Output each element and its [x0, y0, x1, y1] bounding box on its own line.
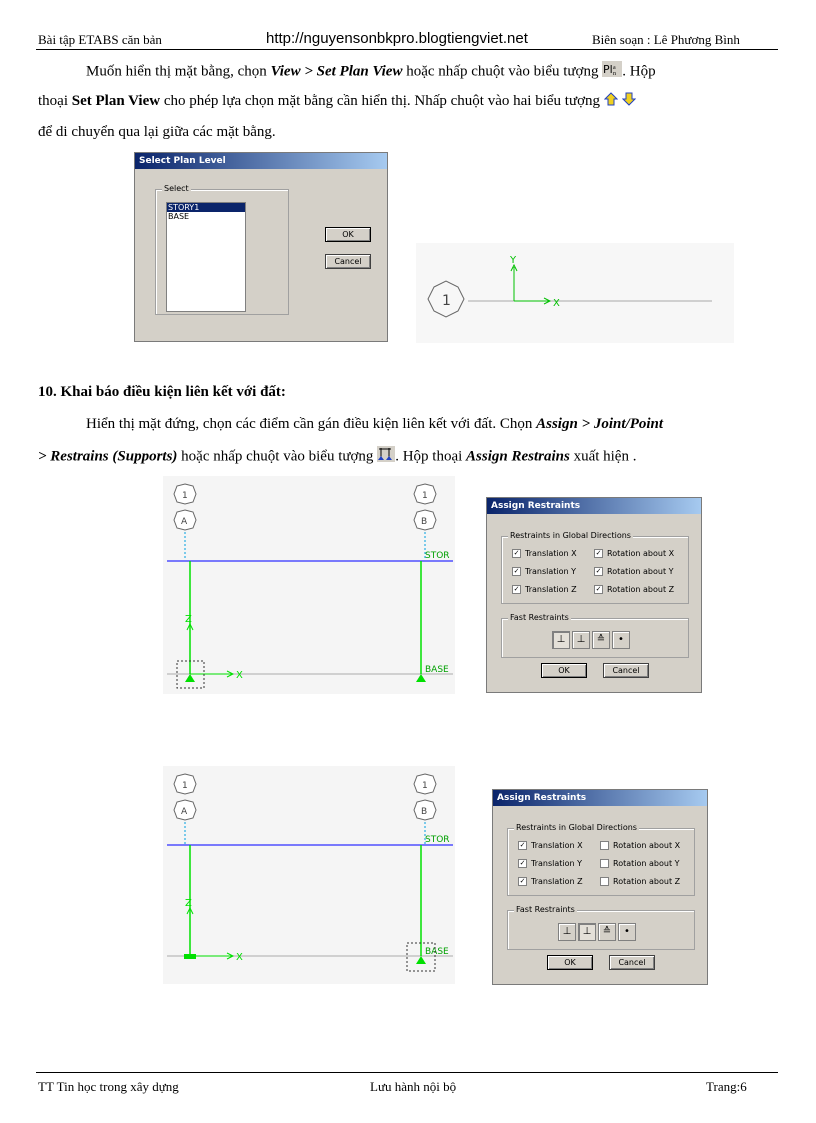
svg-text:Pl: Pl: [603, 63, 613, 76]
elevation-view-1: [163, 476, 455, 694]
para1-line2: [38, 91, 636, 112]
check-rotation-z[interactable]: [600, 877, 680, 886]
assign-restraints-dialog-2: [492, 789, 708, 985]
roller-support-icon[interactable]: ≙: [592, 631, 610, 649]
assign-restrains-bold: Assign Restrains: [466, 448, 570, 465]
grid-b-label: B: [421, 517, 428, 527]
rotation-x-label: Rotation about X: [613, 841, 681, 850]
menu-path-set-plan-view: View > Set Plan View: [270, 63, 403, 80]
checkbox-unchecked[interactable]: [600, 859, 609, 868]
pinned-support-icon[interactable]: ⊥: [572, 631, 590, 649]
footer-rule: [36, 1072, 778, 1073]
checkbox-checked[interactable]: ✓: [519, 859, 526, 867]
ok-button[interactable]: OK: [541, 663, 587, 678]
pinned-support-icon[interactable]: ⊥: [578, 923, 596, 941]
elevation-bg: [163, 766, 455, 984]
arrow-up-icon: [604, 92, 618, 112]
checkbox-checked[interactable]: ✓: [595, 567, 602, 575]
para1-line2-a: thoại: [38, 93, 72, 109]
grid-num-label-b: 1: [422, 491, 428, 501]
plan-view-bg: [416, 243, 734, 343]
axis-y-label: Y: [510, 255, 517, 266]
ok-button[interactable]: OK: [325, 227, 371, 242]
check-rotation-y[interactable]: [600, 859, 680, 868]
cancel-button[interactable]: Cancel: [325, 254, 371, 269]
fast-restraints-label: Fast Restraints: [510, 613, 569, 622]
arrow-down-icon: [622, 92, 636, 112]
grid-a-label: A: [181, 517, 188, 527]
story-label: STOR: [425, 551, 450, 561]
plan-view-icon: [602, 61, 622, 83]
translation-y-label: Translation Y: [531, 859, 583, 868]
restraints-group-label: Restraints in Global Directions: [516, 823, 637, 832]
fixed-support-icon[interactable]: ⊥: [558, 923, 576, 941]
checkbox-checked[interactable]: ✓: [519, 841, 526, 849]
checkbox-checked[interactable]: ✓: [513, 549, 520, 557]
checkbox-checked[interactable]: ✓: [513, 585, 520, 593]
check-translation-z[interactable]: [518, 877, 583, 886]
section-line1: [86, 414, 663, 434]
rotation-y-label: Rotation about Y: [607, 567, 674, 576]
elevation-bg: [163, 476, 455, 694]
rotation-z-label: Rotation about Z: [607, 585, 675, 594]
cancel-button[interactable]: Cancel: [609, 955, 655, 970]
para1-line1: [86, 61, 656, 83]
axis-z-label: Z: [185, 898, 192, 909]
list-item-story1[interactable]: STORY1: [167, 203, 245, 212]
assign-restraints-dialog-1: [486, 497, 702, 693]
grid-num-label-b: 1: [422, 781, 428, 791]
svg-text:n: n: [613, 71, 617, 77]
checkbox-unchecked[interactable]: [600, 877, 609, 886]
rotation-y-label: Rotation about Y: [613, 859, 680, 868]
grid-label-1: 1: [442, 293, 451, 309]
section-line2-b: . Hộp thoại: [395, 448, 467, 465]
check-rotation-x[interactable]: [594, 549, 674, 558]
select-plan-level-dialog: [134, 152, 388, 342]
axis-x-label: X: [553, 298, 560, 309]
translation-y-label: Translation Y: [525, 567, 577, 576]
section-line2-c: xuất hiện .: [569, 448, 637, 465]
story-label: STOR: [425, 835, 450, 845]
rotation-z-label: Rotation about Z: [613, 877, 681, 886]
footer-center: Lưu hành nội bộ: [370, 1079, 457, 1094]
check-translation-z[interactable]: [512, 585, 577, 594]
translation-x-label: Translation X: [531, 841, 583, 850]
section-line2: [38, 446, 636, 468]
base-label: BASE: [425, 665, 449, 675]
axis-x-label: X: [236, 952, 243, 963]
dialog-title: Assign Restraints: [493, 790, 707, 806]
elevation-view-2: [163, 766, 455, 984]
dialog-title: Select Plan Level: [135, 153, 387, 169]
cancel-button[interactable]: Cancel: [603, 663, 649, 678]
list-item-base[interactable]: BASE: [168, 212, 190, 221]
check-rotation-z[interactable]: [594, 585, 674, 594]
restraints-group-label: Restraints in Global Directions: [510, 531, 631, 540]
free-support-icon[interactable]: •: [618, 923, 636, 941]
footer-left: TT Tin học trong xây dựng: [38, 1079, 179, 1094]
roller-support-icon[interactable]: ≙: [598, 923, 616, 941]
restraints-icon: [377, 446, 395, 468]
grid-b-label: B: [421, 807, 428, 817]
para1-line3: để di chuyển qua lại giữa các mặt bằng.: [38, 124, 276, 140]
select-group: [155, 184, 289, 315]
grid-num-label: 1: [182, 781, 188, 791]
fast-restraints-group: [501, 613, 689, 658]
grid-a-label: A: [181, 807, 188, 817]
section-line1-a: Hiển thị mặt đứng, chọn các điểm cần gán điều kiện liên kết với đất. Chọn: [86, 416, 537, 432]
check-translation-x[interactable]: [518, 841, 583, 850]
checkbox-unchecked[interactable]: [600, 841, 609, 850]
fixed-support-left[interactable]: [184, 954, 196, 959]
ok-button[interactable]: OK: [547, 955, 593, 970]
axis-z-label: Z: [185, 614, 192, 625]
fast-restraints-label: Fast Restraints: [516, 905, 575, 914]
grid-num-label: 1: [182, 491, 188, 501]
checkbox-checked[interactable]: ✓: [519, 877, 526, 885]
check-rotation-y[interactable]: [594, 567, 674, 576]
checkbox-checked[interactable]: ✓: [595, 549, 602, 557]
fixed-support-icon[interactable]: ⊥: [552, 631, 570, 649]
check-translation-y[interactable]: [518, 859, 582, 868]
translation-z-label: Translation Z: [525, 585, 577, 594]
header-rule: [36, 49, 778, 50]
para1-text: Muốn hiển thị mặt bằng, chọn: [86, 63, 271, 80]
plan-level-list[interactable]: [166, 202, 246, 312]
select-group-label: Select: [164, 184, 189, 193]
svg-text:a: a: [613, 65, 616, 71]
para1-text-c: . Hộp: [622, 63, 656, 80]
para1-line2-b: cho phép lựa chọn mặt bằng cần hiển thị. Nhấp chuột vào hai biểu tượng: [160, 93, 604, 109]
base-label: BASE: [425, 947, 449, 957]
checkbox-checked[interactable]: ✓: [595, 585, 602, 593]
set-plan-view-bold: Set Plan View: [71, 93, 161, 109]
plan-view-graphic: [416, 243, 734, 343]
translation-x-label: Translation X: [525, 549, 577, 558]
axis-x-label: X: [236, 670, 243, 681]
check-rotation-x[interactable]: [600, 841, 680, 850]
header-right: Biên soạn : Lê Phương Bình: [592, 32, 740, 47]
restraints-group: [501, 531, 689, 604]
menu-path-assign-joint: Assign > Joint/Point: [536, 416, 664, 432]
checkbox-checked[interactable]: ✓: [513, 567, 520, 575]
fast-restraints-group: [507, 905, 695, 950]
para1-text-b: hoặc nhấp chuột vào biểu tượng: [402, 63, 603, 80]
header-left: Bài tập ETABS căn bản: [38, 32, 162, 47]
section-heading: 10. Khai báo điều kiện liên kết với đất:: [38, 384, 286, 400]
free-support-icon[interactable]: •: [612, 631, 630, 649]
dialog-title: Assign Restraints: [487, 498, 701, 514]
section-line2-a: hoặc nhấp chuột vào biểu tượng: [177, 448, 378, 465]
translation-z-label: Translation Z: [531, 877, 583, 886]
footer-page: Trang:6: [706, 1079, 747, 1094]
restraints-group: [507, 823, 695, 896]
check-translation-y[interactable]: [512, 567, 576, 576]
header-url[interactable]: http://nguyensonbkpro.blogtiengviet.net: [266, 30, 528, 47]
menu-path-restrains: > Restrains (Supports): [38, 448, 178, 465]
check-translation-x[interactable]: [512, 549, 577, 558]
rotation-x-label: Rotation about X: [607, 549, 675, 558]
